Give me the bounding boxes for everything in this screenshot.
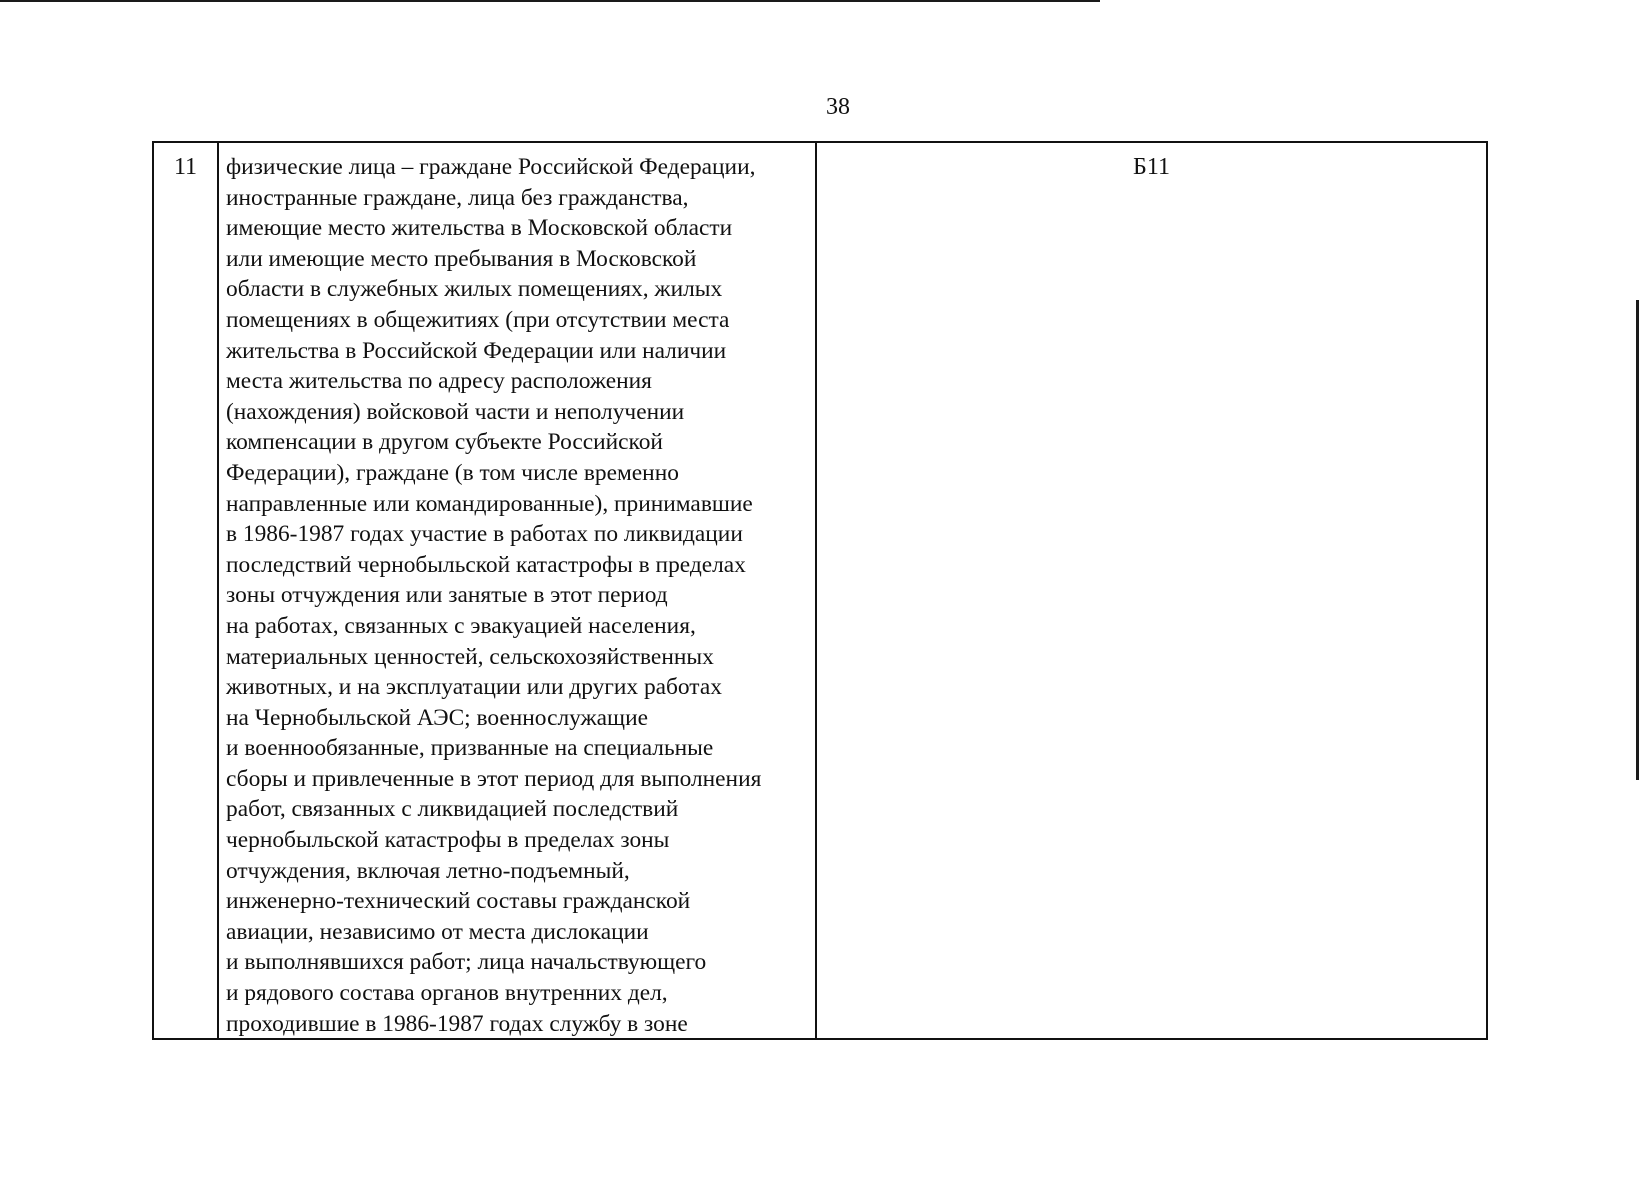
- description-line: места жительства по адресу расположения: [226, 368, 652, 395]
- description-line: отчуждения, включая летно-подъемный,: [226, 857, 630, 884]
- description-line: (нахождения) войсковой части и неполучении: [226, 398, 685, 425]
- row-code-cell: [817, 143, 1486, 1047]
- description-line: или имеющие место пребывания в Московской: [226, 245, 697, 272]
- description-line: Федерации), граждане (в том числе временно: [226, 459, 679, 486]
- description-line: на Чернобыльской АЭС; военнослужащие: [226, 704, 648, 731]
- description-line: и военнообязанные, призванные на специальные: [226, 735, 714, 762]
- row-code: Б11: [1133, 154, 1170, 180]
- description-line: материальных ценностей, сельскохозяйственных: [226, 643, 714, 670]
- description-line: зоны отчуждения или занятые в этот период: [226, 582, 668, 609]
- description-line: животных, и на эксплуатации или других работах: [226, 674, 722, 701]
- row-number-cell: [154, 143, 219, 1038]
- description-line: физические лица – граждане Российской Федерации,: [226, 154, 756, 180]
- description-line: инженерно-технический составы гражданской: [226, 888, 691, 915]
- row-number: 11: [173, 154, 198, 180]
- row-description-cell: [219, 143, 817, 1038]
- page-number: 38: [826, 94, 850, 120]
- description-line: чернобыльской катастрофы в пределах зоны: [226, 827, 670, 854]
- description-line: и выполнявшихся работ; лица начальствующего: [226, 949, 707, 976]
- description-line: жительства в Российской Федерации или наличии: [226, 337, 727, 364]
- description-line: иностранные граждане, лица без гражданства,: [226, 184, 689, 211]
- description-line: авиации, независимо от места дислокации: [226, 918, 649, 945]
- description-line: помещениях в общежитиях (при отсутствии места: [226, 306, 730, 333]
- description-line: в 1986-1987 годах участие в работах по ликвидации: [226, 521, 743, 548]
- description-line: на работах, связанных с эвакуацией населения,: [226, 612, 696, 639]
- description-line: проходившие в 1986-1987 годах службу в зоне: [226, 1010, 688, 1037]
- description-line: имеющие место жительства в Московской области: [226, 215, 733, 242]
- description-line: работ, связанных с ликвидацией последствий: [226, 796, 679, 823]
- description-line: компенсации в другом субъекте Российской: [226, 429, 663, 456]
- document-table: [152, 141, 1488, 1040]
- description-line: сборы и привлеченные в этот период для выполнения: [226, 765, 762, 792]
- scan-border-top: [0, 0, 1100, 2]
- description-line: направленные или командированные), принимавшие: [226, 490, 753, 517]
- description-line: последствий чернобыльской катастрофы в пределах: [226, 551, 746, 578]
- description-line: области в служебных жилых помещениях, жилых: [226, 276, 723, 303]
- description-line: и рядового состава органов внутренних дел,: [226, 980, 668, 1007]
